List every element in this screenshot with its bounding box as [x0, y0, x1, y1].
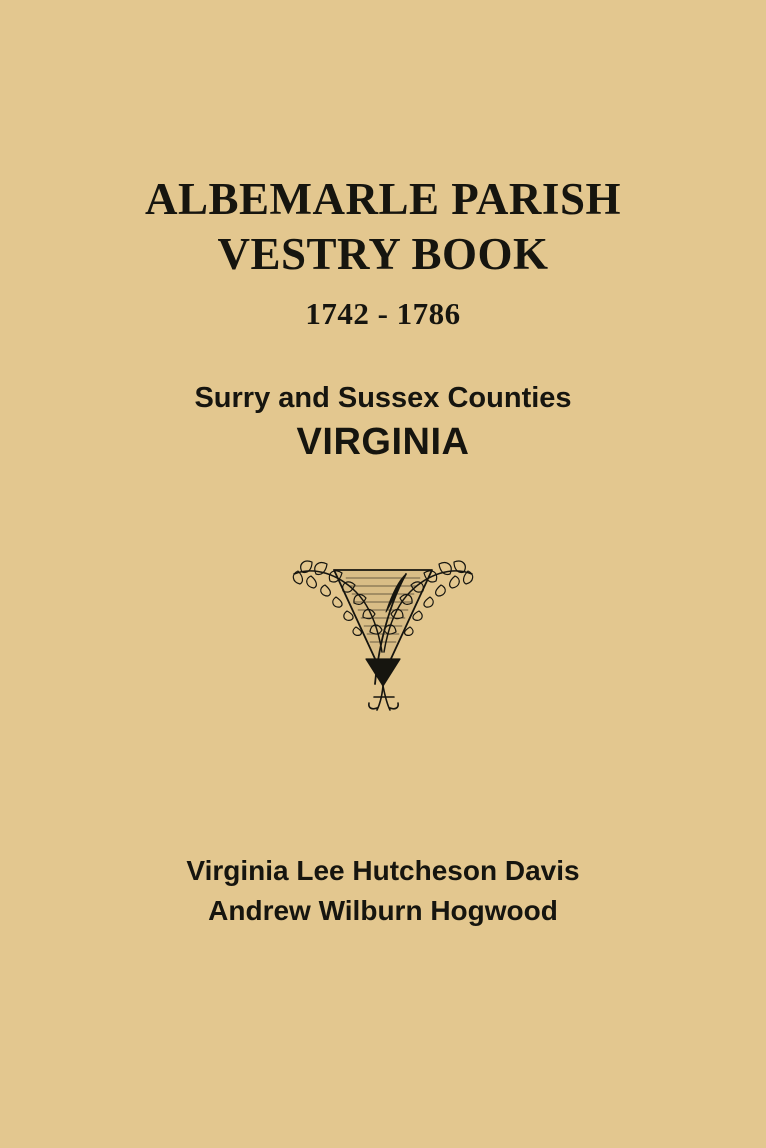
title-line-1: ALBEMARLE PARISH — [145, 174, 621, 224]
author-name-2: Andrew Wilburn Hogwood — [208, 894, 558, 926]
author-name-1: Virginia Lee Hutcheson Davis — [186, 854, 580, 886]
subtitle-state: VIRGINIA — [296, 420, 470, 463]
author-block — [186, 851, 579, 931]
title-line-2: VESTRY BOOK — [217, 228, 549, 279]
date-range: 1742 - 1786 — [305, 295, 461, 331]
subtitle-counties: Surry and Sussex Counties — [194, 381, 572, 414]
page-title — [0, 172, 766, 282]
title-block — [0, 172, 766, 464]
laurel-wreath-quill-publisher-emblem — [278, 556, 488, 721]
